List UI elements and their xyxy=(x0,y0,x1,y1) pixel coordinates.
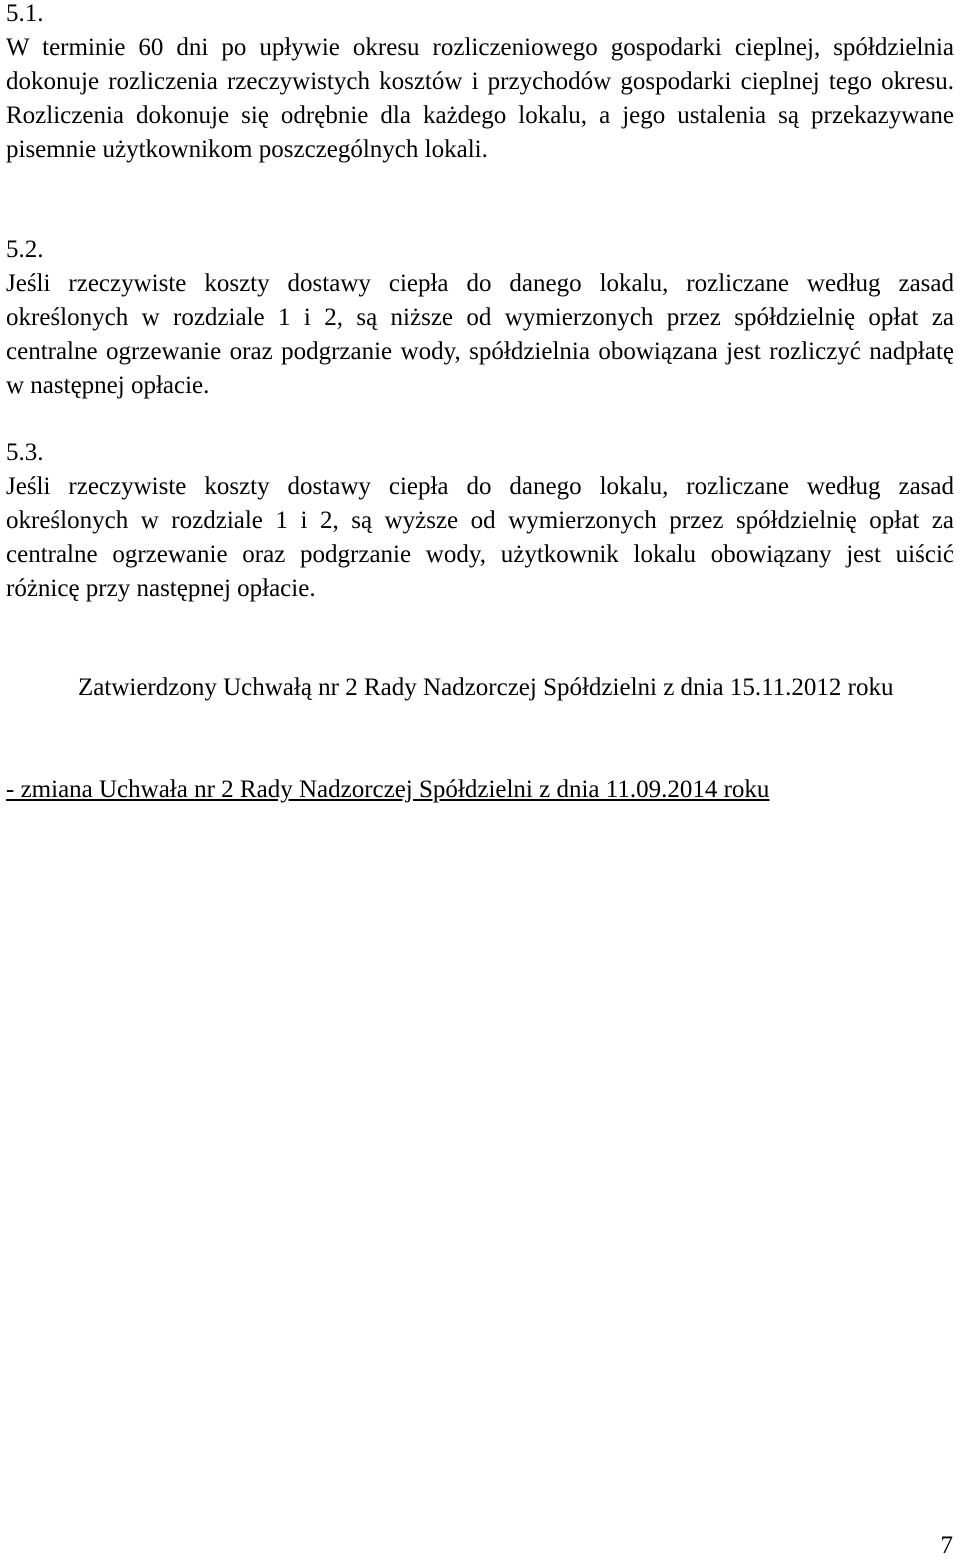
section-5-1 xyxy=(6,0,954,167)
amendment-note: - zmiana Uchwała nr 2 Rady Nadzorczej Spółdzielni z dnia 11.09.2014 roku xyxy=(6,776,770,803)
section-5-2 xyxy=(6,233,954,403)
section-number: 5.1. xyxy=(6,0,44,27)
section-number: 5.3. xyxy=(6,439,44,466)
approval-note: Zatwierdzony Uchwałą nr 2 Rady Nadzorczej Spółdzielni z dnia 15.11.2012 roku xyxy=(78,674,894,701)
section-text: Jeśli rzeczywiste koszty dostawy ciepła do danego lokalu, rozliczane według zasad określonych w rozdziale 1 i 2, są niższe od wymierzonych przez spółdzielnię opłat za centralne ogrzewanie oraz podgrzanie wody, spółdzielnia obowiązana jest rozliczyć nadpłatę w następnej opłacie. xyxy=(6,270,954,399)
section-number: 5.2. xyxy=(6,236,44,263)
section-5-3 xyxy=(6,436,954,606)
section-text: W terminie 60 dni po upływie okresu rozliczeniowego gospodarki cieplnej, spółdzielnia dokonuje rozliczenia rzeczywistych kosztów i przychodów gospodarki cieplnej tego okresu. Rozliczenia dokonuje się odrębnie dla każdego lokalu, a jego ustalenia są przekazywane pisemnie użytkownikom poszczególnych lokali. xyxy=(6,34,954,163)
section-text: Jeśli rzeczywiste koszty dostawy ciepła do danego lokalu, rozliczane według zasad określonych w rozdziale 1 i 2, są wyższe od wymierzonych przez spółdzielnię opłat za centralne ogrzewanie oraz podgrzanie wody, użytkownik lokalu obowiązany jest uiścić różnicę przy następnej opłacie. xyxy=(6,473,954,602)
page-number: 7 xyxy=(940,1532,953,1559)
